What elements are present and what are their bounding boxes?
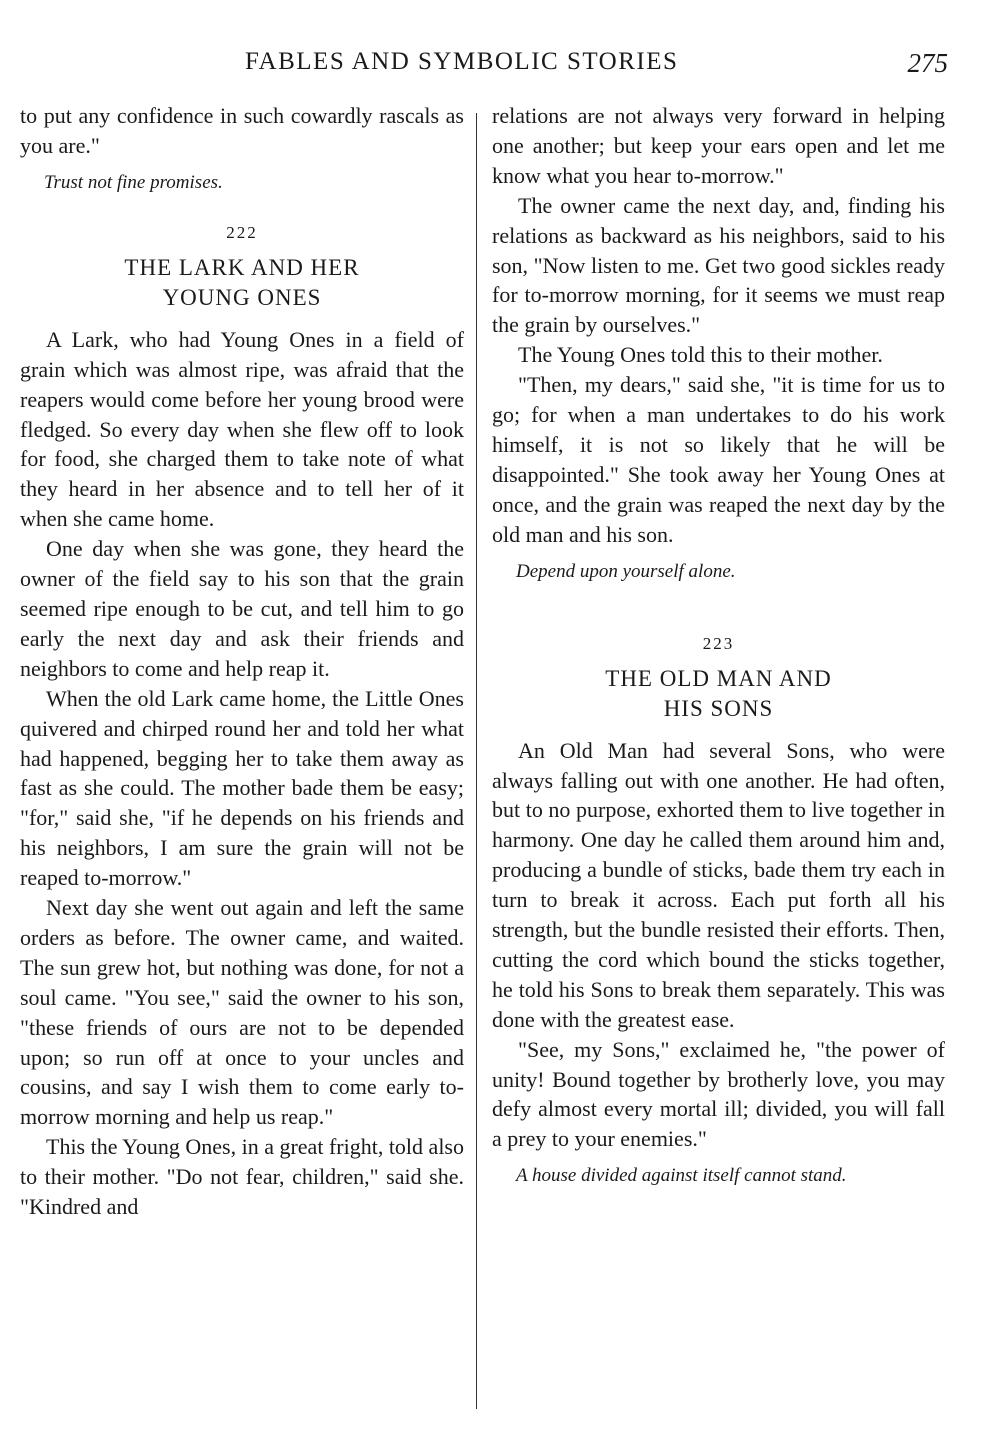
fable-title-223 (492, 664, 945, 724)
fable-number-223: 223 (702, 633, 735, 653)
left-column (20, 101, 464, 1222)
paragraph: Next day she went out again and left the same orders as before. The owner came, and waited. The sun grew hot, but nothing was done, for not a soul came. "You see," said the owner to his son, "these friends of ours are not to be depended upon; so run off at once to your uncles and cousins, and say I wish them to come early to-morrow morning and help us reap." (20, 895, 464, 1130)
paragraph: The Young Ones told this to their mother. (518, 342, 883, 368)
paragraph: This the Young Ones, in a great fright, told also to their mother. "Do not fear, children," said she. "Kindred and (20, 1134, 464, 1220)
paragraph: An Old Man had several Sons, who were always falling out with one another. He had often, but to no purpose, exhorted them to live together in harmony. One day he called them around him and, producing a bundle of sticks, bade them try each in turn to break it across. Each put forth all his strength, but the bundle resisted their efforts. Then, cutting the cord which bound the sticks together, he told his Sons to break them separately. This was done with the greatest ease. (492, 737, 945, 1032)
fable-number-222: 222 (226, 222, 258, 242)
continuation-text: to put any confidence in such cowardly rascals as you are." (20, 103, 464, 158)
fable-title-222 (20, 253, 464, 313)
page-number: 275 (907, 48, 948, 78)
right-column (492, 101, 945, 1190)
paragraph: One day when she was gone, they heard the owner of the field say to his son that the grain seemed ripe enough to be cut, and tell him to go early the next day and ask their friends and neighbors to come and help reap it. (20, 536, 464, 681)
fable-title-222-line2: YOUNG ONES (162, 284, 322, 310)
running-header (0, 44, 1000, 84)
moral-221: Trust not fine promises. (44, 171, 223, 193)
paragraph: "Then, my dears," said she, "it is time for us to go; for when a man undertakes to do his work himself, it is not so likely that he will be disappointed." She took away her Young Ones at once, and the grain was reaped the next day by the old man and his son. (492, 372, 945, 547)
paragraph: When the old Lark came home, the Little Ones quivered and chirped round her and told her what had happened, begging her to take them away as fast as she could. The mother bade them be easy; "for," said she, "if he depends on his friends and his neighbors, I am sure the grain will not be reaped to-morrow." (20, 685, 464, 891)
moral-222: Depend upon yourself alone. (516, 560, 736, 582)
paragraph: "See, my Sons," exclaimed he, "the power of unity! Bound together by brotherly love, you may defy almost every mortal ill; divided, you will fall a prey to your enemies." (492, 1036, 945, 1152)
fable-title-223-line1: THE OLD MAN AND (605, 665, 832, 691)
paragraph: A Lark, who had Young Ones in a field of grain which was almost ripe, was afraid that the reapers would come before her young brood were fledged. So every day when she flew off to look for food, she charged them to take note of what they heard in her absence and to tell her of it when she came home. (20, 326, 464, 532)
paragraph: relations are not always very forward in helping one another; but keep your ears open and let me know what you hear to-morrow." (492, 103, 945, 188)
paragraph: The owner came the next day, and, finding his relations as backward as his neighbors, said to his son, "Now listen to me. Get two good sickles ready for to-morrow morning, for it seems we must reap the grain by ourselves." (492, 192, 945, 338)
running-title: FABLES AND SYMBOLIC STORIES (245, 48, 679, 75)
moral-223: A house divided against itself cannot stand. (516, 1165, 847, 1187)
fable-title-223-line2: HIS SONS (663, 695, 774, 721)
column-divider (476, 113, 477, 1409)
section-gap (492, 586, 945, 608)
fable-title-222-line1: THE LARK AND HER (124, 254, 360, 280)
